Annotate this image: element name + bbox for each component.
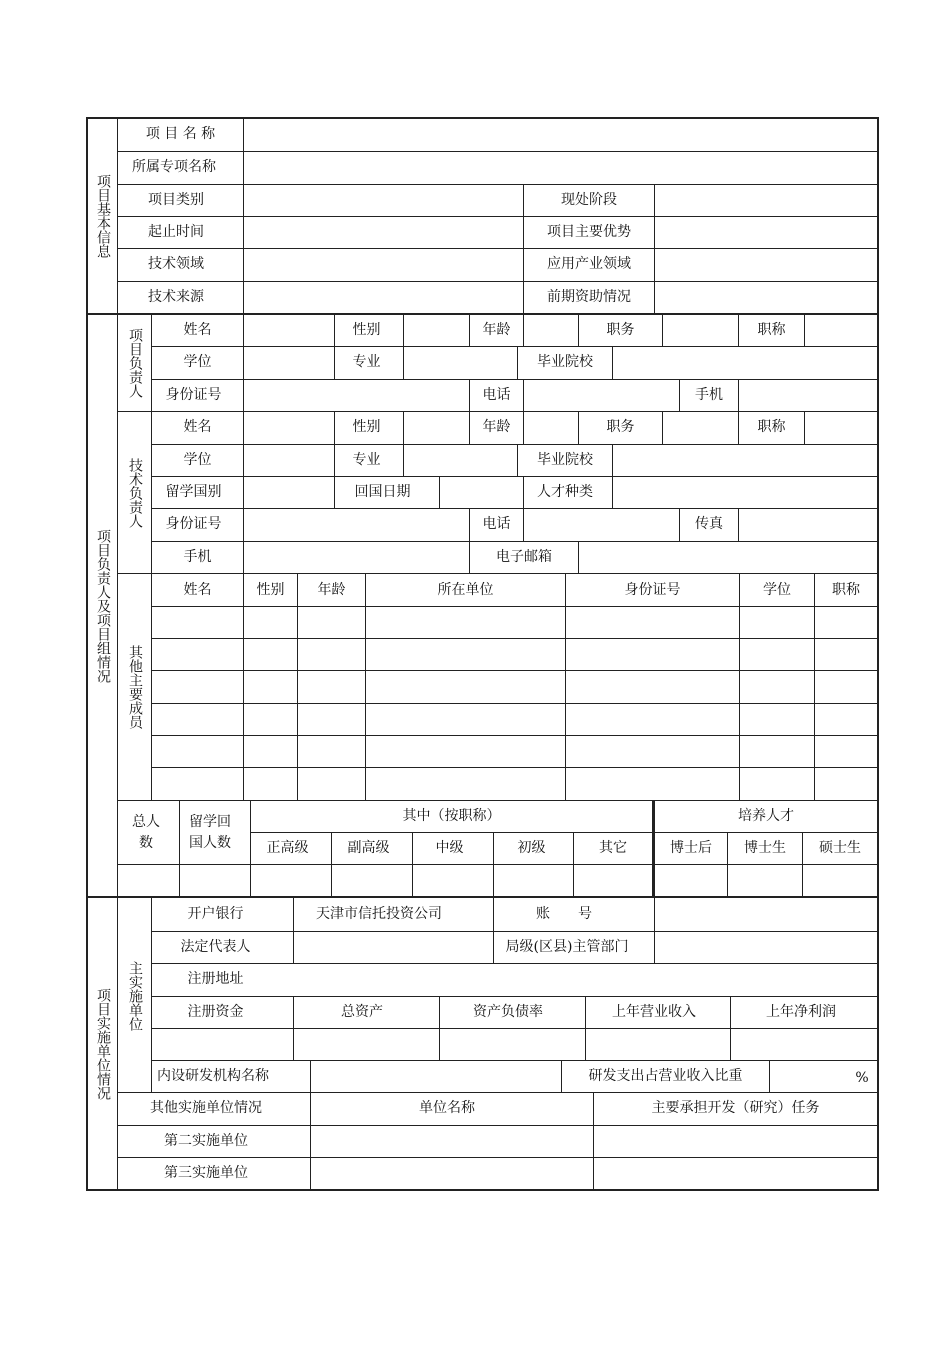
reg-address-field[interactable] [294,964,877,996]
unit-name-header: 单位名称 [419,1100,475,1117]
advantage-field[interactable] [655,217,877,248]
debt-ratio-label: 资产负债率 [473,1003,543,1020]
tech-fax-label: 传真 [695,516,723,533]
reg-address-label: 注册地址 [187,971,244,988]
master-label: 硕士生 [819,839,861,856]
leader-position-label: 职务 [606,321,635,338]
leader-school-label: 毕业院校 [537,354,593,371]
leader-major-label: 专业 [352,354,381,371]
tech-email-label: 电子邮箱 [496,548,552,565]
middle-label: 中级 [435,839,464,856]
percent-sign: % [855,1069,869,1086]
members-title: 其他主要成员 [127,645,143,729]
leader-id-label: 身份证号 [165,386,222,403]
by-title-header: 其中（按职称） [402,807,501,824]
reg-capital-label: 注册资金 [187,1003,244,1020]
label-app-field: 应用产业领域 [547,256,631,273]
leader-degree-label: 学位 [183,354,212,371]
period-field[interactable] [244,217,523,248]
tech-id-label: 身份证号 [165,516,222,533]
phd-label: 博士生 [744,839,786,856]
returnees-label: 留学回国人数 [189,814,231,851]
account-field[interactable] [655,899,877,931]
total-count-label: 总人数 [132,814,160,851]
legal-rep-label: 法定代表人 [180,938,251,955]
postdoc-label: 博士后 [670,839,712,856]
last-revenue-label: 上年营业收入 [612,1003,696,1020]
leader-phone-label: 电话 [482,386,511,403]
vice-senior-label: 副高级 [347,839,390,856]
stage-field[interactable] [655,185,877,216]
leader-title-label: 职称 [757,321,786,338]
rd-org-label: 内设研发机构名称 [157,1067,269,1084]
tech-name-label: 姓名 [183,419,212,436]
leader-gender-label: 性别 [352,321,381,338]
tech-degree-label: 学位 [183,451,212,468]
tech-school-label: 毕业院校 [537,451,593,468]
tech-field-field[interactable] [244,249,523,281]
rd-ratio-field[interactable] [770,1061,850,1092]
main-task-header: 主要承担开发（研究）任务 [651,1100,820,1117]
members-degree-header: 学位 [763,581,791,598]
junior-label: 初级 [517,839,546,856]
special-project-field[interactable] [244,152,877,184]
tech-position-label: 职务 [606,419,635,436]
rd-org-field[interactable] [311,1061,561,1092]
label-advantage: 项目主要优势 [547,223,631,240]
tech-phone-label: 电话 [482,516,511,533]
dept-label: 局级(区县)主管部门 [505,938,629,955]
third-unit-task-field[interactable] [594,1158,877,1189]
senior-label: 正高级 [266,839,309,856]
legal-rep-field[interactable] [294,932,493,963]
members-gender-header: 性别 [256,581,285,598]
bank-label: 开户银行 [187,906,244,923]
tech-age-label: 年龄 [482,419,511,436]
other-label: 其它 [599,839,627,856]
second-unit-task-field[interactable] [594,1126,877,1157]
third-unit-name-field[interactable] [311,1158,593,1189]
label-special-project: 所属专项名称 [132,159,216,176]
members-id-header: 身份证号 [624,581,681,598]
leader-name-label: 姓名 [183,321,212,338]
second-unit-name-field[interactable] [311,1126,593,1157]
app-field-field[interactable] [655,249,877,281]
tech-talent-type-label: 人才种类 [537,483,593,500]
label-prior-funding: 前期资助情况 [547,288,631,305]
tech-source-field[interactable] [244,282,523,313]
label-stage: 现处阶段 [561,191,617,208]
leader-title: 项目负责人 [127,328,143,398]
members-title-header: 职称 [832,581,860,598]
total-assets-label: 总资产 [341,1003,383,1020]
bank-value[interactable]: 天津市信托投资公司 [316,906,442,923]
other-units-label: 其他实施单位情况 [150,1100,262,1117]
training-header: 培养人才 [738,807,794,824]
main-unit-title: 主实施单位 [127,960,143,1031]
second-unit-label: 第二实施单位 [164,1132,248,1149]
prior-funding-field[interactable] [655,282,877,313]
rd-ratio-label: 研发支出占营业收入比重 [588,1067,743,1084]
members-unit-header: 所在单位 [437,581,494,598]
account-label: 账 号 [536,906,592,923]
tech-leader-title: 技术负责人 [127,457,143,528]
members-age-header: 年龄 [317,581,346,598]
category-field[interactable] [244,185,523,216]
label-category: 项目类别 [148,191,204,208]
tech-major-label: 专业 [352,451,381,468]
section1-title: 项目基本信息 [95,174,111,258]
tech-mobile-label: 手机 [183,548,212,565]
tech-return-date-label: 回国日期 [354,483,411,500]
members-name-header: 姓名 [183,581,212,598]
last-profit-label: 上年净利润 [766,1003,836,1020]
tech-study-country-label: 留学国别 [165,483,222,500]
label-tech-field: 技术领域 [148,256,204,273]
tech-title-label: 职称 [757,419,786,436]
third-unit-label: 第三实施单位 [164,1164,248,1181]
section2-title: 项目负责人及项目组情况 [95,528,111,683]
section3-title: 项目实施单位情况 [95,987,111,1100]
tech-gender-label: 性别 [352,419,381,436]
dept-field[interactable] [655,932,877,963]
project-name-field[interactable] [244,119,877,151]
label-project-name: 项 目 名 称 [145,125,216,142]
label-period: 起止时间 [148,223,204,240]
leader-age-label: 年龄 [482,321,511,338]
label-tech-source: 技术来源 [148,288,204,305]
leader-mobile-label: 手机 [695,386,723,403]
